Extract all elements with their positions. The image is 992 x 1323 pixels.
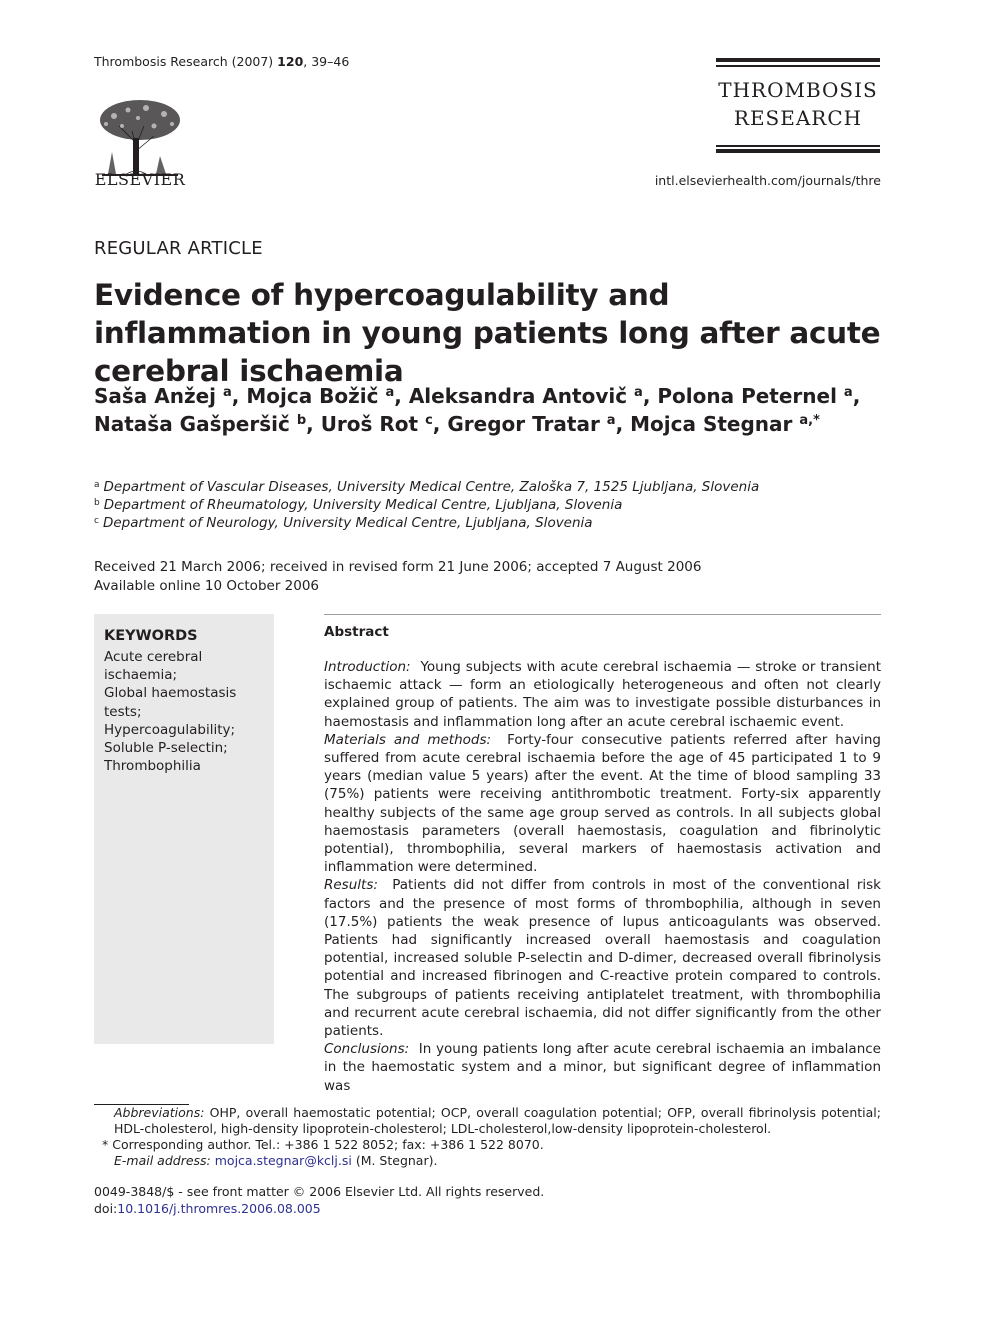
keyword-item: Acute cerebral ischaemia; bbox=[104, 649, 203, 684]
journal-logo-rule-bottom-thin bbox=[716, 145, 880, 147]
affiliation: $^c$ Department of Neurology, University Medical Centre, Ljubljana, Slovenia bbox=[94, 515, 593, 531]
journal-url-link[interactable]: intl.elsevierhealth.com/journals/thre bbox=[654, 173, 881, 188]
email-note: E-mail address: mojca.stegnar@kclj.si (M. Stegnar). bbox=[114, 1153, 438, 1168]
abstract-body bbox=[324, 658, 881, 1095]
author[interactable]: Mojca Božič $^a$ bbox=[246, 384, 395, 408]
keywords-panel bbox=[94, 614, 274, 1044]
author[interactable]: Gregor Tratar $^a$ bbox=[447, 412, 616, 436]
author[interactable]: Aleksandra Antovič $^a$ bbox=[408, 384, 643, 408]
abstract-conclusions: Conclusions: In young patients long after acute cerebral ischaemia an imbalance in the haemostatic system and a minor, but significant degree of inflammation was bbox=[324, 1041, 881, 1094]
author[interactable]: Nataša Gašperšič $^b$ bbox=[94, 412, 307, 436]
abstract-introduction: Introduction: Young subjects with acute cerebral ischaemia — stroke or transient ischaemic attack — form an etiologically heterogeneous and often not clearly explained group of patients. The aim was to investigate possible disturbances in haemostasis and inflammation long after an acute cerebral ischaemic event. bbox=[324, 659, 881, 730]
author[interactable]: Saša Anžej $^a$ bbox=[94, 384, 232, 408]
journal-pages: , 39–46 bbox=[303, 54, 350, 69]
keywords-list bbox=[104, 648, 269, 775]
keyword-item: Hypercoagulability; bbox=[104, 721, 236, 738]
doi-link[interactable]: 10.1016/j.thromres.2006.08.005 bbox=[117, 1201, 321, 1216]
received-dates: Received 21 March 2006; received in revised form 21 June 2006; accepted 7 August 2006 bbox=[94, 559, 702, 575]
author[interactable]: Polona Peternel $^a$ bbox=[657, 384, 853, 408]
journal-volume: 120 bbox=[277, 54, 304, 69]
author-list: Saša Anžej $^a$, Mojca Božič $^a$, Aleksandra Antovič $^a$, Polona Peternel $^a$, Nataša Gašperšič $^b$, Uroš Rot $^c$, Gregor Tratar $^a$, Mojca Stegnar $^{a,*}$ bbox=[94, 384, 861, 436]
copyright-line: 0049-3848/$ - see front matter © 2006 Elsevier Ltd. All rights reserved. bbox=[94, 1184, 545, 1199]
keyword-item: Global haemostasis tests; bbox=[104, 685, 237, 720]
affiliation: $^a$ Department of Vascular Diseases, University Medical Centre, Zaloška 7, 1525 Ljubljana, Slovenia bbox=[94, 479, 760, 495]
journal-logo-rule-bottom bbox=[716, 149, 880, 153]
journal-citation bbox=[94, 54, 349, 69]
article-dates bbox=[94, 558, 701, 596]
doi-line: doi:10.1016/j.thromres.2006.08.005 bbox=[94, 1201, 321, 1216]
online-date: Available online 10 October 2006 bbox=[94, 578, 320, 594]
journal-logo-line1: THROMBOSIS bbox=[718, 78, 878, 102]
author[interactable]: Uroš Rot $^c$ bbox=[320, 412, 433, 436]
abstract-methods: Materials and methods: Forty-four consecutive patients referred after having suffered from acute cerebral ischaemia before the age of 45 participated 1 to 9 years (median value 5 years) after the event. At the time of blood sampling 33 (75%) patients were receiving antithrombotic treatment. Forty-six apparently healthy subjects of the same age group served as controls. In all subjects global haemostasis parameters (overall haemostasis, coagulation and fibrinolytic potential), thrombophilia, several markers of haemostasis activation and inflammation were determined. bbox=[324, 731, 881, 876]
abstract-results: Results: Patients did not differ from controls in most of the conventional risk factors and the presence of most forms of thrombophilia, although in seven (17.5%) patients the weak presence of lupus anticoagulants was observed. Patients had significantly increased overall haemostasis and coagulation potential, increased soluble P-selectin and D-dimer, decreased overall fibrinolysis potential and increased fibrinogen and C-reactive protein compared to controls. The subgroups of patients receiving antiplatelet treatment, with thrombophilia and recurrent acute cerebral ischaemia, did not differ significantly from the other patients. bbox=[324, 877, 881, 1040]
keywords-heading: KEYWORDS bbox=[104, 628, 198, 644]
journal-logo-rule-top bbox=[716, 58, 880, 62]
affiliation: $^b$ Department of Rheumatology, University Medical Centre, Ljubljana, Slovenia bbox=[94, 497, 623, 513]
journal-logo-line2: RESEARCH bbox=[733, 106, 863, 130]
article-title: Evidence of hypercoagulability and inflammation in young patients long after acute cerebral ischaemia bbox=[94, 278, 881, 388]
journal-name: Thrombosis Research (2007) bbox=[94, 54, 274, 69]
journal-logo bbox=[716, 58, 880, 154]
article-type: REGULAR ARTICLE bbox=[94, 238, 263, 259]
keyword-item: Soluble P-selectin; bbox=[104, 740, 228, 757]
abstract-divider bbox=[324, 614, 881, 615]
keyword-item: Thrombophilia bbox=[104, 758, 201, 775]
journal-logo-rule-top-thin bbox=[716, 65, 880, 67]
publisher-wordmark: ELSEVIER bbox=[94, 170, 186, 189]
copyright-block bbox=[94, 1183, 544, 1217]
affiliation-list bbox=[94, 478, 894, 532]
author[interactable]: Mojca Stegnar $^{a,*}$ bbox=[630, 412, 820, 436]
footnotes bbox=[94, 1105, 881, 1169]
abstract-heading: Abstract bbox=[324, 624, 389, 640]
email-link[interactable]: mojca.stegnar@kclj.si bbox=[214, 1153, 352, 1168]
corresponding-author-note: * Corresponding author. Tel.: +386 1 522 8052; fax: +386 1 522 8070. bbox=[102, 1137, 544, 1152]
abbreviations-note: Abbreviations: OHP, overall haemostatic potential; OCP, overall coagulation potential; OFP, overall fibrinolysis potential; HDL-cholesterol, high-density lipoprotein-cholesterol; LDL-cholesterol,low-density lipoprotein-cholesterol. bbox=[114, 1105, 881, 1136]
